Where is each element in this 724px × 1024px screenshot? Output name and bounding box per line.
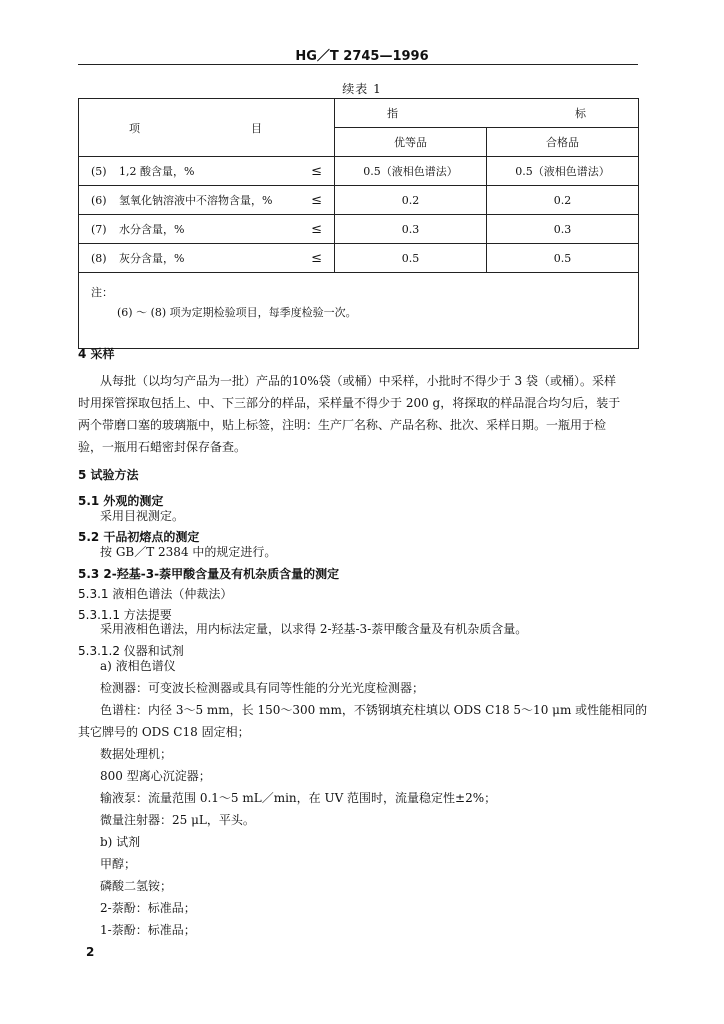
item-b-line: 2-萘酚：标准品；	[100, 901, 196, 915]
section-5-3-1-1-heading: 5.3.1.1 方法提要	[78, 608, 172, 622]
row-item-name: 氢氧化钠溶液中不溶物含量，%	[119, 194, 273, 207]
section-5-heading: 5 试验方法	[78, 468, 139, 482]
table-note-row	[79, 273, 639, 349]
note-label: 注：	[91, 286, 113, 299]
header-item-label-2: 目	[251, 122, 262, 135]
table-header-row	[79, 99, 639, 128]
row-value-superior: 0.3	[335, 215, 487, 244]
item-a-line: 800 型离心沉淀器；	[100, 769, 211, 783]
le-symbol: ≤	[311, 163, 322, 179]
section-4-line-4: 验，一瓶用石蜡密封保存备查。	[78, 440, 247, 454]
section-5-2-text: 按 GB／T 2384 中的规定进行。	[100, 545, 277, 559]
row-item-name: 灰分含量，%	[119, 252, 185, 265]
row-value-superior: 0.5（液相色谱法）	[335, 157, 487, 186]
item-a-line: 输液泵：流量范围 0.1～5 mL／min，在 UV 范围时，流量稳定性±2%；	[100, 791, 497, 805]
header-indicator-cell	[335, 99, 639, 128]
row-number: (5)	[91, 164, 107, 178]
row-value-superior: 0.5	[335, 244, 487, 273]
section-4-line-1: 从每批（以均匀产品为一批）产品的10%袋（或桶）中采样，小批时不得少于 3 袋（或桶）。采样	[100, 374, 616, 388]
section-5-3-1-heading: 5.3.1 液相色谱法（仲裁法）	[78, 587, 233, 601]
spec-table	[78, 98, 639, 349]
item-a-label: a) 液相色谱仪	[100, 659, 176, 673]
section-4-heading: 4 采样	[78, 347, 115, 361]
row-item-name: 1,2 酸含量，%	[119, 165, 195, 178]
col-grade-qualified: 合格品	[487, 128, 639, 157]
section-5-3-1-2-heading: 5.3.1.2 仪器和试剂	[78, 644, 184, 658]
row-number: (7)	[91, 222, 107, 236]
item-a-line: 微量注射器：25 μL，平头。	[100, 813, 255, 827]
standard-number: HG／T 2745—1996	[295, 49, 429, 64]
item-a-line: 检测器：可变波长检测器或具有同等性能的分光光度检测器；	[100, 681, 425, 695]
section-5-1-text: 采用目视测定。	[100, 509, 185, 523]
note-text: (6) ～ (8) 项为定期检验项目，每季度检验一次。	[117, 306, 357, 319]
item-a-line: 数据处理机；	[100, 747, 173, 761]
item-b-line: 甲醇；	[100, 857, 137, 871]
section-4-line-3: 两个带磨口塞的玻璃瓶中，贴上标签，注明：生产厂名称、产品名称、批次、采样日期。一瓶用于检	[78, 418, 607, 432]
header-indicator-2: 标	[575, 107, 586, 120]
item-a-line: 其它牌号的 ODS C18 固定相；	[78, 725, 250, 739]
header-rule	[78, 64, 638, 65]
row-number: (6)	[91, 193, 107, 207]
section-5-3-1-1-text: 采用液相色谱法，用内标法定量，以求得 2-羟基-3-萘甲酸含量及有机杂质含量。	[100, 622, 528, 636]
header-item-cell	[79, 99, 335, 157]
row-item-name: 水分含量，%	[119, 223, 185, 236]
le-symbol: ≤	[311, 221, 322, 237]
le-symbol: ≤	[311, 192, 322, 208]
header-item-label-1: 项	[129, 122, 140, 135]
section-4-line-2: 时用探管探取包括上、中、下三部分的样品，采样量不得少于 200 g，将探取的样品混合均匀后，装于	[78, 396, 621, 410]
row-value-qualified: 0.5（液相色谱法）	[487, 157, 639, 186]
page-number: 2	[86, 945, 95, 959]
table-row	[79, 157, 639, 186]
table-row	[79, 244, 639, 273]
row-value-qualified: 0.2	[487, 186, 639, 215]
le-symbol: ≤	[311, 250, 322, 266]
item-a-line: 色谱柱：内径 3～5 mm，长 150～300 mm，不锈钢填充柱填以 ODS C18 5～10 μm 或性能相同的	[100, 703, 648, 717]
item-b-label: b) 试剂	[100, 835, 141, 849]
table-row	[79, 186, 639, 215]
item-b-line: 磷酸二氢铵；	[100, 879, 173, 893]
table-caption: 续表 1	[342, 82, 382, 96]
row-value-superior: 0.2	[335, 186, 487, 215]
row-value-qualified: 0.3	[487, 215, 639, 244]
table-row	[79, 215, 639, 244]
table-note	[79, 273, 639, 349]
col-grade-superior: 优等品	[335, 128, 487, 157]
row-number: (8)	[91, 251, 107, 265]
row-value-qualified: 0.5	[487, 244, 639, 273]
section-5-1-heading: 5.1 外观的测定	[78, 494, 164, 508]
header-indicator-1: 指	[387, 107, 398, 120]
section-5-2-heading: 5.2 干品初熔点的测定	[78, 530, 200, 544]
item-b-line: 1-萘酚：标准品；	[100, 923, 196, 937]
section-5-3-heading: 5.3 2-羟基-3-萘甲酸含量及有机杂质含量的测定	[78, 567, 340, 581]
